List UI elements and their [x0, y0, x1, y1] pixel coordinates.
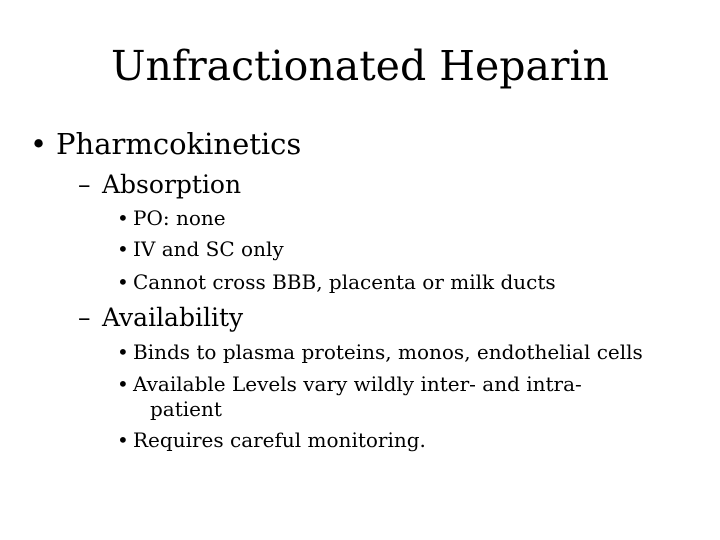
bullet-pharmacokinetics: [30, 126, 301, 162]
subheading-availability: [78, 302, 243, 334]
slide-title: Unfractionated Heparin: [110, 42, 610, 90]
list-item: [117, 371, 582, 397]
list-item: [117, 205, 226, 231]
bullet-marker: •: [30, 127, 48, 161]
subheading-text: Availability: [102, 303, 244, 332]
list-item: [117, 236, 284, 262]
bullet-marker: •: [117, 270, 129, 294]
bullet-marker: •: [117, 237, 129, 261]
topic-text: Pharmcokinetics: [56, 127, 302, 161]
dash-marker: –: [78, 303, 91, 332]
list-item-text: PO: none: [133, 206, 226, 230]
dash-marker: –: [78, 170, 91, 199]
list-item: [117, 427, 426, 453]
list-item-text: IV and SC only: [133, 237, 284, 261]
list-item: [117, 339, 643, 365]
list-item-text: Requires careful monitoring.: [133, 428, 426, 452]
list-item-continuation: patient: [150, 397, 222, 421]
list-item-text: Cannot cross BBB, placenta or milk ducts: [133, 270, 556, 294]
bullet-marker: •: [117, 206, 129, 230]
subheading-absorption: [78, 169, 241, 201]
bullet-marker: •: [117, 428, 129, 452]
list-item-text: Available Levels vary wildly inter- and intra-: [133, 372, 582, 396]
bullet-marker: •: [117, 340, 129, 364]
bullet-marker: •: [117, 372, 129, 396]
list-item-text: Binds to plasma proteins, monos, endothelial cells: [133, 340, 643, 364]
subheading-text: Absorption: [102, 170, 242, 199]
list-item: [117, 269, 556, 295]
